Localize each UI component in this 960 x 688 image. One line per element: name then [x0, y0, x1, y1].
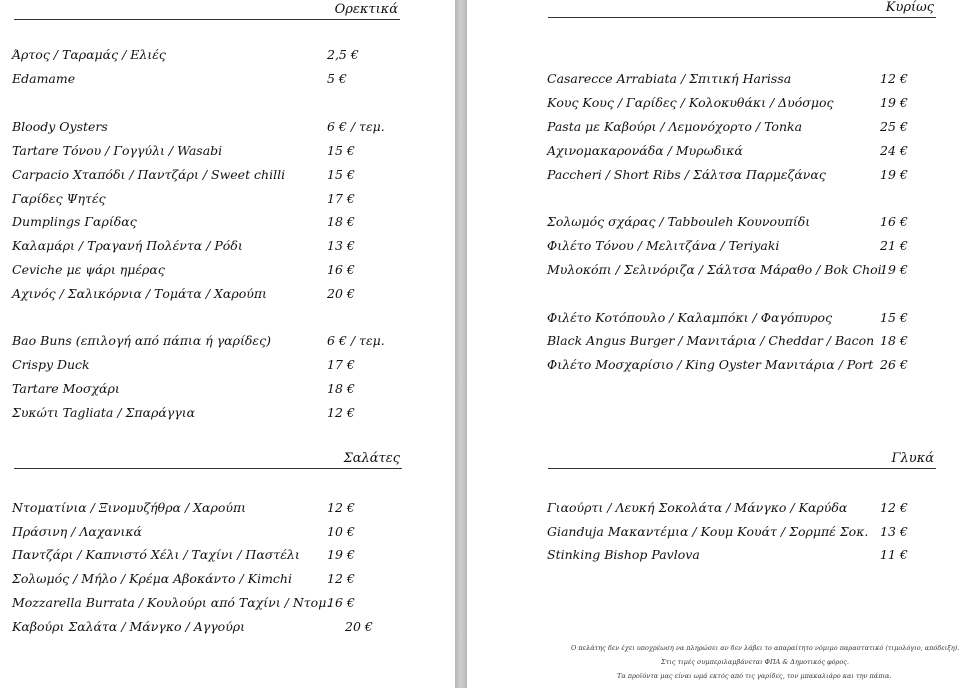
menu-item [12, 546, 452, 564]
menu-item [547, 356, 960, 374]
section-title: Ορεκτικά [334, 2, 398, 17]
menu-item-name: Γαρίδες Ψητές [12, 191, 106, 206]
menu-item [547, 142, 960, 160]
menu-item-price: 17 € [327, 357, 355, 372]
menu-item-name: Ντοματίνια / Ξινομυζήθρα / Χαρούπι [12, 500, 247, 515]
menu-item-price: 26 € [880, 357, 908, 372]
menu-item-price: 12 € [880, 500, 908, 515]
menu-page-right [467, 0, 960, 688]
menu-item [547, 261, 960, 279]
menu-item-name: Casarecce Arrabiata / Σπιτική Harissa [547, 71, 792, 86]
section-title: Σαλάτες [343, 451, 400, 466]
section-title: Κυρίως [885, 0, 934, 15]
menu-item [12, 166, 452, 184]
menu-item-name: Paccheri / Short Ribs / Σάλτσα Παρμεζάνας [547, 167, 826, 182]
menu-item-price: 24 € [880, 143, 908, 158]
menu-item-price: 16 € [327, 595, 355, 610]
menu-item [12, 261, 452, 279]
menu-item-price: 19 € [880, 167, 908, 182]
menu-item-name: Καβούρι Σαλάτα / Μάνγκο / Αγγούρι [12, 619, 246, 634]
menu-item-price: 20 € [327, 286, 355, 301]
menu-item-name: Ceviche με ψάρι ημέρας [12, 262, 165, 277]
menu-item [547, 213, 960, 231]
menu-item [547, 499, 960, 517]
menu-item [12, 594, 452, 612]
menu-item-name: Σολωμός σχάρας / Tabbouleh Κουνουπίδι [547, 214, 811, 229]
menu-item-name: Φιλέτο Κοτόπουλο / Καλαμπόκι / Φαγόπυρος [547, 310, 833, 325]
menu-item-name: Gianduja Μακαντέμια / Κουμ Κουάτ / Σορμπέ Σοκ. [547, 524, 869, 539]
menu-item [547, 70, 960, 88]
menu-item-price: 16 € [880, 214, 908, 229]
menu-item-price: 13 € [880, 524, 908, 539]
menu-item [12, 570, 452, 588]
menu-item-name: Αχινομακαρονάδα / Μυρωδικά [547, 143, 743, 158]
menu-item-price: 12 € [327, 500, 355, 515]
menu-item-name: Συκώτι Tagliata / Σπαράγγια [12, 405, 196, 420]
menu-item-name: Carpacio Χταπόδι / Παντζάρι / Sweet chilli [12, 167, 286, 182]
menu-item-name: Παντζάρι / Καπνιστό Χέλι / Ταχίνι / Παστέλι [12, 547, 300, 562]
menu-item-price: 13 € [327, 238, 355, 253]
menu-item-price: 19 € [880, 262, 908, 277]
menu-item [12, 46, 452, 64]
menu-item-price: 15 € [880, 310, 908, 325]
menu-item [12, 499, 452, 517]
menu-item [12, 332, 452, 350]
menu-item-name: Bao Buns (επιλογή από πάπια ή γαρίδες) [12, 333, 271, 348]
menu-item-name: Stinking Bishop Pavlova [547, 547, 700, 562]
menu-item-price: 6 € / τεμ. [327, 333, 385, 348]
menu-item [547, 523, 960, 541]
menu-item-price: 19 € [880, 95, 908, 110]
section-header-appetizers [14, 2, 400, 20]
menu-item-name: Αχινός / Σαλικόρνια / Τομάτα / Χαρούπι [12, 286, 267, 301]
menu-item-name: Φιλέτο Μοσχαρίσιο / King Oyster Μανιτάρια / Port [547, 357, 874, 372]
menu-item-price: 6 € / τεμ. [327, 119, 385, 134]
section-header-salads [14, 451, 402, 469]
menu-item [547, 118, 960, 136]
menu-item-name: Άρτος / Ταραμάς / Ελιές [12, 47, 166, 62]
menu-item [12, 285, 452, 303]
section-title: Γλυκά [891, 451, 934, 466]
menu-item-name: Tartare Τόνου / Γογγύλι / Wasabi [12, 143, 223, 158]
menu-item-name: Καλαμάρι / Τραγανή Πολέντα / Ρόδι [12, 238, 243, 253]
menu-item [12, 70, 452, 88]
menu-item-name: Σολωμός / Μήλο / Κρέμα Αβοκάντο / Kimchi [12, 571, 292, 586]
section-header-desserts [548, 451, 936, 469]
menu-item-price: 2,5 € [327, 47, 359, 62]
menu-item-price: 17 € [327, 191, 355, 206]
menu-item-name: Bloody Oysters [12, 119, 108, 134]
menu-item-price: 12 € [880, 71, 908, 86]
menu-item-name: Crispy Duck [12, 357, 90, 372]
menu-item [12, 237, 452, 255]
menu-item-price: 25 € [880, 119, 908, 134]
menu-item [12, 380, 452, 398]
footer-note-1: Ο πελάτης δεν έχει υποχρέωση να πληρώσει αν δεν λάβει το απαραίτητο νόμιμο παραστατικό (τιμολόγιο, απόδειξη). [571, 644, 960, 652]
menu-item-name: Κους Κους / Γαρίδες / Κολοκυθάκι / Δυόσμος [547, 95, 834, 110]
menu-item [547, 309, 960, 327]
menu-item [12, 523, 452, 541]
menu-item [12, 404, 452, 422]
menu-item-price: 12 € [327, 571, 355, 586]
menu-item-price: 18 € [880, 333, 908, 348]
menu-item-price: 11 € [880, 547, 908, 562]
menu-item [12, 213, 452, 231]
menu-item-name: Black Angus Burger / Μανιτάρια / Cheddar / Bacon [547, 333, 875, 348]
menu-item [12, 618, 452, 636]
menu-item-price: 15 € [327, 167, 355, 182]
menu-item [547, 546, 960, 564]
menu-item-price: 20 € [345, 619, 373, 634]
menu-item [547, 166, 960, 184]
menu-item [547, 332, 960, 350]
menu-item-name: Edamame [12, 71, 76, 86]
menu-item-name: Dumplings Γαρίδας [12, 214, 137, 229]
menu-item-name: Pasta με Καβούρι / Λεμονόχορτο / Tonka [547, 119, 803, 134]
menu-item-name: Μυλοκόπι / Σελινόριζα / Σάλτσα Μάραθο / Bok Choi [547, 262, 882, 277]
menu-item-price: 18 € [327, 214, 355, 229]
section-header-mains [548, 0, 936, 18]
menu-item-price: 12 € [327, 405, 355, 420]
menu-item-name: Φιλέτο Τόνου / Μελιτζάνα / Teriyaki [547, 238, 780, 253]
menu-item-price: 10 € [327, 524, 355, 539]
menu-item [12, 190, 452, 208]
menu-item [12, 118, 452, 136]
page-gutter [455, 0, 467, 688]
footer-note-3: Τα προϊόντα μας είναι ωμά εκτός από τις γαρίδες, τον μπακαλιάρο και την πάπια. [617, 672, 892, 680]
menu-item-price: 5 € [327, 71, 347, 86]
menu-item-price: 19 € [327, 547, 355, 562]
menu-item-price: 21 € [880, 238, 908, 253]
menu-item [12, 142, 452, 160]
menu-item [547, 237, 960, 255]
menu-item-name: Πράσινη / Λαχανικά [12, 524, 142, 539]
menu-item-name: Tartare Μοσχάρι [12, 381, 120, 396]
menu-item-price: 15 € [327, 143, 355, 158]
footer-note-2: Στις τιμές συμπεριλαμβάνεται ΦΠΑ & Δημοτικός φόρος. [661, 658, 849, 666]
menu-item-name: Γιαούρτι / Λευκή Σοκολάτα / Μάνγκο / Καρύδα [547, 500, 848, 515]
menu-page-left [0, 0, 455, 688]
menu-item-price: 16 € [327, 262, 355, 277]
menu-item [547, 94, 960, 112]
menu-item-name: Mozzarella Burrata / Κουλούρι από Ταχίνι / Ντομ. [12, 595, 331, 610]
menu-item [12, 356, 452, 374]
menu-item-price: 18 € [327, 381, 355, 396]
